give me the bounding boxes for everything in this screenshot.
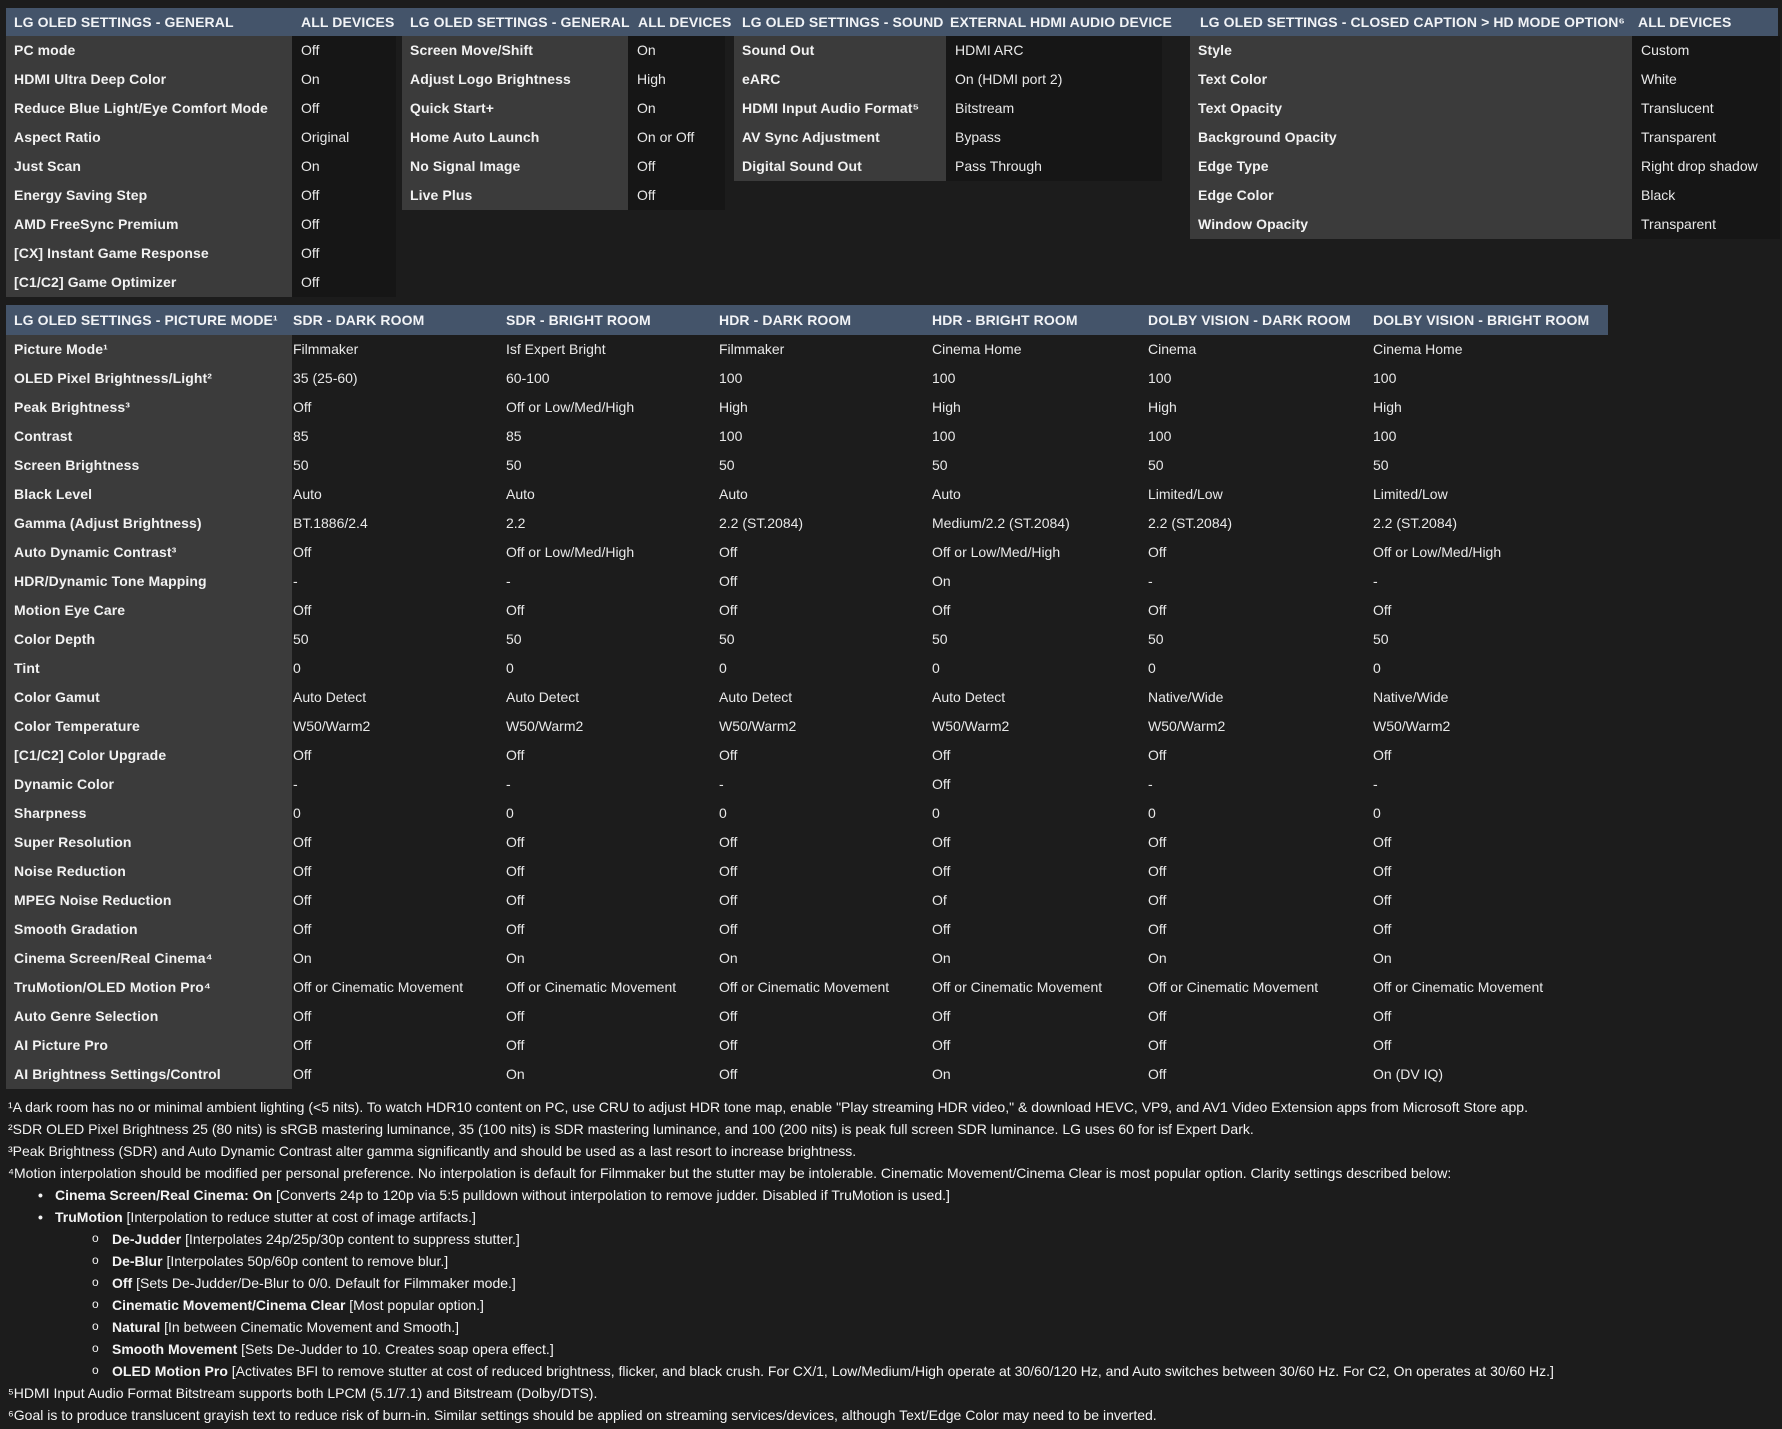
value-column-header: ALL DEVICES [301,14,395,30]
setting-value: Off [637,158,656,174]
bullet-description: [Interpolates 50p/60p content to remove blur.] [162,1253,449,1269]
picture-setting-value: Off [293,1037,312,1053]
picture-setting-value: Isf Expert Bright [506,341,606,357]
setting-label: Live Plus [410,187,473,203]
setting-value: On [301,71,320,87]
bullet-term: De-Judder [112,1231,182,1247]
picture-setting-value: Auto Detect [293,689,367,705]
setting-value: Off [301,100,320,116]
picture-setting-value: Off [506,1037,525,1053]
setting-label: Quick Start+ [410,100,495,116]
picture-setting-value: - [1373,573,1378,589]
picture-setting-value: Off [932,834,951,850]
picture-setting-label: Sharpness [14,805,87,821]
sub-bullet-item [8,1272,1776,1294]
picture-setting-value: Auto Detect [932,689,1006,705]
picture-setting-value: Off [1148,1037,1167,1053]
picture-setting-label: Color Temperature [14,718,140,734]
setting-label: Sound Out [742,42,815,58]
picture-setting-label: Tint [14,660,40,676]
picture-setting-value: 0 [932,805,940,821]
footnote: ²SDR OLED Pixel Brightness 25 (80 nits) is sRGB mastering luminance, 35 (100 nits) is SDR mastering luminance, and 100 (200 nits) is peak full screen SDR luminance. LG uses 60 for isf Expert Dark. [8,1121,1254,1137]
setting-value: Bitstream [955,100,1015,116]
picture-setting-value: High [1148,399,1177,415]
picture-setting-value: Auto [932,486,961,502]
picture-setting-value: Off [293,1066,312,1082]
setting-label: Style [1198,42,1232,58]
setting-label: Reduce Blue Light/Eye Comfort Mode [14,100,268,116]
setting-value: Off [301,274,320,290]
picture-setting-label: Screen Brightness [14,457,140,473]
picture-setting-value: On [719,950,738,966]
picture-setting-value: Off [506,834,525,850]
picture-setting-label: Cinema Screen/Real Cinema⁴ [14,950,213,966]
setting-value: High [637,71,666,87]
picture-setting-value: Off [932,1037,951,1053]
picture-setting-value: W50/Warm2 [293,718,371,734]
bullet-term: OLED Motion Pro [112,1363,228,1379]
picture-setting-value: 60-100 [506,370,550,386]
setting-label: Edge Color [1198,187,1274,203]
picture-setting-value: - [506,573,511,589]
setting-value: Transparent [1641,129,1716,145]
value-column-header: EXTERNAL HDMI AUDIO DEVICE [950,14,1172,30]
picture-setting-value: Off [1373,602,1392,618]
picture-setting-value: 2.2 (ST.2084) [1373,515,1458,531]
picture-setting-value: Cinema Home [932,341,1022,357]
picture-setting-label: Super Resolution [14,834,132,850]
sub-bullet-item [8,1250,1776,1272]
picture-setting-value: Native/Wide [1148,689,1224,705]
setting-label: No Signal Image [410,158,521,174]
picture-setting-value: 50 [1148,631,1164,647]
picture-setting-value: 50 [1373,457,1389,473]
picture-setting-value: Off [293,1008,312,1024]
sub-bullet-item [8,1294,1776,1316]
picture-setting-value: Off [932,776,951,792]
setting-label: Adjust Logo Brightness [410,71,571,87]
sub-bullet-item [8,1338,1776,1360]
picture-setting-value: Off [719,921,738,937]
picture-setting-value: - [719,776,724,792]
picture-setting-value: 0 [719,660,727,676]
picture-setting-value: Off [1373,892,1392,908]
picture-setting-value: Off or Cinematic Movement [1373,979,1544,995]
picture-setting-value: Cinema [1148,341,1197,357]
picture-setting-value: Auto Detect [506,689,580,705]
setting-value: Transparent [1641,216,1716,232]
picture-setting-value: 100 [1373,370,1397,386]
setting-label: Home Auto Launch [410,129,540,145]
bullet-description: [Sets De-Judder to 10. Creates soap opera effect.] [237,1341,554,1357]
picture-setting-value: 100 [719,370,743,386]
picture-setting-value: Off [293,747,312,763]
setting-label: Energy Saving Step [14,187,148,203]
picture-setting-label: TruMotion/OLED Motion Pro⁴ [14,979,211,995]
picture-setting-label: AI Picture Pro [14,1037,108,1053]
bullet-term: Natural [112,1319,161,1335]
picture-setting-value: Off [506,602,525,618]
setting-label: Text Opacity [1198,100,1283,116]
picture-setting-value: BT.1886/2.4 [293,515,368,531]
picture-setting-label: Auto Genre Selection [14,1008,159,1024]
setting-value: Bypass [955,129,1001,145]
picture-setting-value: 2.2 (ST.2084) [719,515,804,531]
picture-setting-label: Motion Eye Care [14,602,126,618]
picture-setting-value: 50 [506,631,522,647]
picture-setting-value: Limited/Low [1148,486,1223,502]
scenario-column-header: DOLBY VISION - BRIGHT ROOM [1373,312,1590,328]
picture-setting-value: 0 [1148,805,1156,821]
picture-setting-value: Off [932,747,951,763]
scenario-column-header: SDR - BRIGHT ROOM [506,312,651,328]
footnote: ¹A dark room has no or minimal ambient lighting (<5 nits). To watch HDR10 content on PC, use CRU to adjust HDR tone map, enable "Play streaming HDR video," & download HEVC, VP9, and AV1 Video Extension apps from Microsoft Store app. [8,1099,1528,1115]
picture-setting-value: Off or Cinematic Movement [719,979,890,995]
picture-setting-value: Off [719,892,738,908]
picture-setting-value: Off [1148,863,1167,879]
picture-setting-label: Dynamic Color [14,776,115,792]
picture-setting-label: Picture Mode¹ [14,341,108,357]
bullet-item [8,1184,1776,1206]
picture-table [6,335,1782,1089]
picture-setting-value: W50/Warm2 [1148,718,1226,734]
settings-table [402,36,725,210]
picture-setting-label: Peak Brightness³ [14,399,130,415]
bullet-description: [Interpolates 24p/25p/30p content to suppress stutter.] [181,1231,520,1247]
scenario-column-header: SDR - DARK ROOM [293,312,425,328]
picture-setting-value: Off or Low/Med/High [932,544,1061,560]
picture-setting-value: - [293,776,298,792]
setting-label: Aspect Ratio [14,129,101,145]
footnote: ³Peak Brightness (SDR) and Auto Dynamic Contrast alter gamma significantly and should be used as a last resort to increase brightness. [8,1143,857,1159]
footnote: ⁴Motion interpolation should be modified per personal preference. No interpolation is default for Filmmaker but the stutter may be intolerable. Cinematic Movement/Cinema Clear is most popular option. Clarity settings described below: [8,1165,1452,1181]
setting-label: PC mode [14,42,76,58]
picture-setting-value: Off [719,834,738,850]
picture-setting-value: Auto Detect [719,689,793,705]
footnotes [8,1096,1776,1426]
picture-setting-value: Off [293,544,312,560]
picture-setting-value: On [506,950,525,966]
picture-setting-value: Cinema Home [1373,341,1463,357]
picture-setting-value: Off [932,863,951,879]
picture-setting-value: Off [1148,747,1167,763]
picture-setting-label: Black Level [14,486,93,502]
setting-value: Off [301,187,320,203]
picture-setting-value: Off [932,1008,951,1024]
setting-label: HDMI Input Audio Format⁵ [742,100,920,116]
picture-setting-value: Off [932,921,951,937]
picture-setting-label: Color Depth [14,631,96,647]
setting-label: Background Opacity [1198,129,1337,145]
picture-setting-value: Off [293,863,312,879]
picture-setting-value: Off [719,1037,738,1053]
picture-setting-label: OLED Pixel Brightness/Light² [14,370,213,386]
picture-setting-value: High [1373,399,1402,415]
bullet-term: De-Blur [112,1253,163,1269]
picture-setting-value: Off [1373,921,1392,937]
setting-label: [CX] Instant Game Response [14,245,209,261]
picture-table-title: LG OLED SETTINGS - PICTURE MODE¹ [14,312,278,328]
bullet-description: [Most popular option.] [345,1297,484,1313]
setting-value: Right drop shadow [1641,158,1758,174]
setting-value: Original [301,129,350,145]
picture-setting-value: 0 [1373,660,1381,676]
setting-value: Off [637,187,656,203]
picture-setting-value: Off [1373,1008,1392,1024]
picture-setting-value: 0 [506,805,514,821]
picture-setting-value: 2.2 [506,515,526,531]
picture-setting-value: Auto [506,486,535,502]
picture-setting-value: 50 [932,631,948,647]
picture-setting-value: Off [506,921,525,937]
picture-setting-value: Off or Low/Med/High [1373,544,1502,560]
bullet-term: TruMotion [55,1209,123,1225]
picture-setting-label: Contrast [14,428,73,444]
setting-value: On (HDMI port 2) [955,71,1063,87]
picture-setting-value: 50 [293,457,309,473]
picture-setting-value: 100 [932,370,956,386]
bullet-term: Cinema Screen/Real Cinema: On [55,1187,273,1203]
picture-setting-value: 85 [293,428,309,444]
picture-setting-value: On [932,1066,951,1082]
setting-label: [C1/C2] Game Optimizer [14,274,177,290]
picture-setting-label: HDR/Dynamic Tone Mapping [14,573,207,589]
bullet-description: [In between Cinematic Movement and Smooth.] [160,1319,460,1335]
sub-bullet-item [8,1360,1776,1382]
setting-value: Off [301,42,320,58]
settings-table [1190,36,1780,239]
picture-setting-value: W50/Warm2 [719,718,797,734]
bullet-description: [Converts 24p to 120p via 5:5 pulldown without interpolation to remove judder. Disabled if TruMotion is used.] [272,1187,950,1203]
table-title: LG OLED SETTINGS - SOUND [742,14,944,30]
picture-setting-value: Off [719,747,738,763]
picture-setting-value: 100 [932,428,956,444]
picture-setting-value: 0 [719,805,727,821]
picture-setting-value: Off [293,399,312,415]
picture-setting-value: Off [293,921,312,937]
picture-setting-label: Gamma (Adjust Brightness) [14,515,202,531]
picture-table-header-bar [6,305,1608,335]
picture-setting-value: 50 [932,457,948,473]
picture-setting-value: - [1148,776,1153,792]
picture-setting-label: AI Brightness Settings/Control [14,1066,221,1082]
picture-setting-value: Off [1373,747,1392,763]
bullet-description: [Sets De-Judder/De-Blur to 0/0. Default for Filmmaker mode.] [132,1275,516,1291]
picture-setting-value: Native/Wide [1373,689,1449,705]
picture-setting-value: Off [719,573,738,589]
picture-setting-value: Off or Cinematic Movement [506,979,677,995]
picture-setting-value: 50 [719,457,735,473]
picture-setting-value: Off [506,863,525,879]
picture-setting-value: Off or Low/Med/High [506,544,635,560]
picture-setting-value: Off [719,602,738,618]
setting-value: On [637,100,656,116]
setting-value: White [1641,71,1677,87]
picture-setting-value: 0 [293,805,301,821]
picture-setting-value: - [506,776,511,792]
setting-value: HDMI ARC [955,42,1024,58]
picture-setting-value: Off [719,1008,738,1024]
setting-value: Off [301,216,320,232]
picture-setting-value: 0 [932,660,940,676]
picture-setting-value: Off [1373,863,1392,879]
setting-label: HDMI Ultra Deep Color [14,71,167,87]
picture-setting-value: 0 [1373,805,1381,821]
picture-setting-value: Off [1148,834,1167,850]
setting-value: On [301,158,320,174]
picture-setting-value: 0 [506,660,514,676]
picture-setting-value: Off [1148,921,1167,937]
picture-setting-value: Off [506,1008,525,1024]
picture-setting-value: 50 [719,631,735,647]
picture-setting-value: Off [506,892,525,908]
scenario-column-header: DOLBY VISION - DARK ROOM [1148,312,1351,328]
picture-setting-value: Off [719,863,738,879]
picture-setting-value: 50 [1148,457,1164,473]
picture-setting-label: Auto Dynamic Contrast³ [14,544,177,560]
top-tables-header-bar [6,8,1778,36]
bullet-term: Cinematic Movement/Cinema Clear [112,1297,346,1313]
picture-setting-value: On [1148,950,1167,966]
picture-setting-value: 0 [293,660,301,676]
picture-setting-value: Off [1373,1037,1392,1053]
picture-setting-value: Off [1148,544,1167,560]
picture-setting-value: On [506,1066,525,1082]
setting-value: On [637,42,656,58]
picture-setting-value: On (DV IQ) [1373,1066,1444,1082]
picture-setting-value: W50/Warm2 [932,718,1010,734]
picture-setting-label: Noise Reduction [14,863,126,879]
sub-bullet-item [8,1316,1776,1338]
setting-label: eARC [742,71,781,87]
setting-label: AMD FreeSync Premium [14,216,179,232]
setting-label: Just Scan [14,158,82,174]
picture-setting-value: Off [932,602,951,618]
setting-label: Digital Sound Out [742,158,862,174]
picture-setting-label: [C1/C2] Color Upgrade [14,747,167,763]
picture-setting-value: On [293,950,312,966]
picture-setting-value: Off [719,544,738,560]
picture-setting-value: Auto [293,486,322,502]
footnote: ⁵HDMI Input Audio Format Bitstream supports both LPCM (5.1/7.1) and Bitstream (Dolby/DTS). [8,1385,598,1401]
setting-value: Translucent [1641,100,1714,116]
picture-setting-value: 100 [719,428,743,444]
scenario-column-header: HDR - BRIGHT ROOM [932,312,1078,328]
picture-setting-value: Off [293,892,312,908]
footnote: ⁶Goal is to produce translucent grayish text to reduce risk of burn-in. Similar settings should be applied on streaming services/devices, although Text/Edge Color may need to be inverted. [8,1407,1157,1423]
picture-setting-value: Off [293,834,312,850]
bullet-description: [Activates BFI to remove stutter at cost of reduced brightness, flicker, and black crush. For CX/1, Low/Medium/High operate at 30/60/120 Hz, and Auto switches between 30/60 Hz. For C2, On operates at 30/60 Hz.] [227,1363,1554,1379]
bullet-item [8,1206,1776,1228]
setting-value: Pass Through [955,158,1042,174]
picture-setting-value: 50 [1373,631,1389,647]
picture-setting-value: Off [1373,834,1392,850]
picture-setting-value: Off or Cinematic Movement [932,979,1103,995]
picture-setting-value: High [932,399,961,415]
picture-setting-value: Off [1148,892,1167,908]
picture-setting-value: 100 [1148,428,1172,444]
picture-setting-value: 35 (25-60) [293,370,358,386]
picture-setting-value: 50 [506,457,522,473]
picture-setting-value: W50/Warm2 [506,718,584,734]
picture-setting-value: 2.2 (ST.2084) [1148,515,1233,531]
scenario-column-header: HDR - DARK ROOM [719,312,852,328]
table-title: LG OLED SETTINGS - CLOSED CAPTION > HD MODE OPTION⁶ [1200,14,1625,30]
picture-setting-value: Off or Cinematic Movement [1148,979,1319,995]
value-column-header: ALL DEVICES [1638,14,1732,30]
picture-setting-value: Of [932,892,947,908]
picture-setting-value: On [1373,950,1392,966]
bullet-term: Off [112,1275,133,1291]
setting-label: AV Sync Adjustment [742,129,880,145]
picture-setting-value: Medium/2.2 (ST.2084) [932,515,1070,531]
picture-setting-value: 100 [1373,428,1397,444]
picture-setting-value: Off [506,747,525,763]
picture-setting-value: On [932,573,951,589]
picture-setting-value: - [293,573,298,589]
setting-label: Screen Move/Shift [410,42,534,58]
picture-setting-value: Off [293,602,312,618]
picture-setting-value: Off [1148,1008,1167,1024]
table-title: LG OLED SETTINGS - GENERAL [410,14,630,30]
setting-label: Window Opacity [1198,216,1309,232]
picture-setting-value: 50 [293,631,309,647]
picture-setting-value: - [1373,776,1378,792]
picture-setting-value: Off or Cinematic Movement [293,979,464,995]
bullet-term: Smooth Movement [112,1341,238,1357]
setting-value: Custom [1641,42,1690,58]
bullet-description: [Interpolation to reduce stutter at cost of image artifacts.] [122,1209,476,1225]
picture-setting-label: Color Gamut [14,689,100,705]
picture-setting-label: MPEG Noise Reduction [14,892,172,908]
picture-setting-value: 100 [1148,370,1172,386]
setting-value: Black [1641,187,1676,203]
picture-setting-value: Off [1148,602,1167,618]
setting-label: Edge Type [1198,158,1269,174]
picture-setting-value: Off or Low/Med/High [506,399,635,415]
picture-setting-value: Limited/Low [1373,486,1448,502]
picture-setting-value: Auto [719,486,748,502]
sub-bullet-item [8,1228,1776,1250]
picture-setting-value: Filmmaker [293,341,359,357]
setting-value: On or Off [637,129,695,145]
picture-setting-value: On [932,950,951,966]
table-title: LG OLED SETTINGS - GENERAL [14,14,234,30]
settings-table [734,36,1162,181]
picture-setting-value: 0 [1148,660,1156,676]
setting-label: Text Color [1198,71,1268,87]
picture-setting-label: Smooth Gradation [14,921,138,937]
picture-setting-value: - [1148,573,1153,589]
setting-value: Off [301,245,320,261]
picture-setting-value: 85 [506,428,522,444]
picture-setting-value: Off [719,1066,738,1082]
picture-setting-value: Off [1148,1066,1167,1082]
settings-table [6,36,396,297]
picture-setting-value: High [719,399,748,415]
picture-setting-value: W50/Warm2 [1373,718,1451,734]
picture-setting-value: Filmmaker [719,341,785,357]
value-column-header: ALL DEVICES [638,14,732,30]
